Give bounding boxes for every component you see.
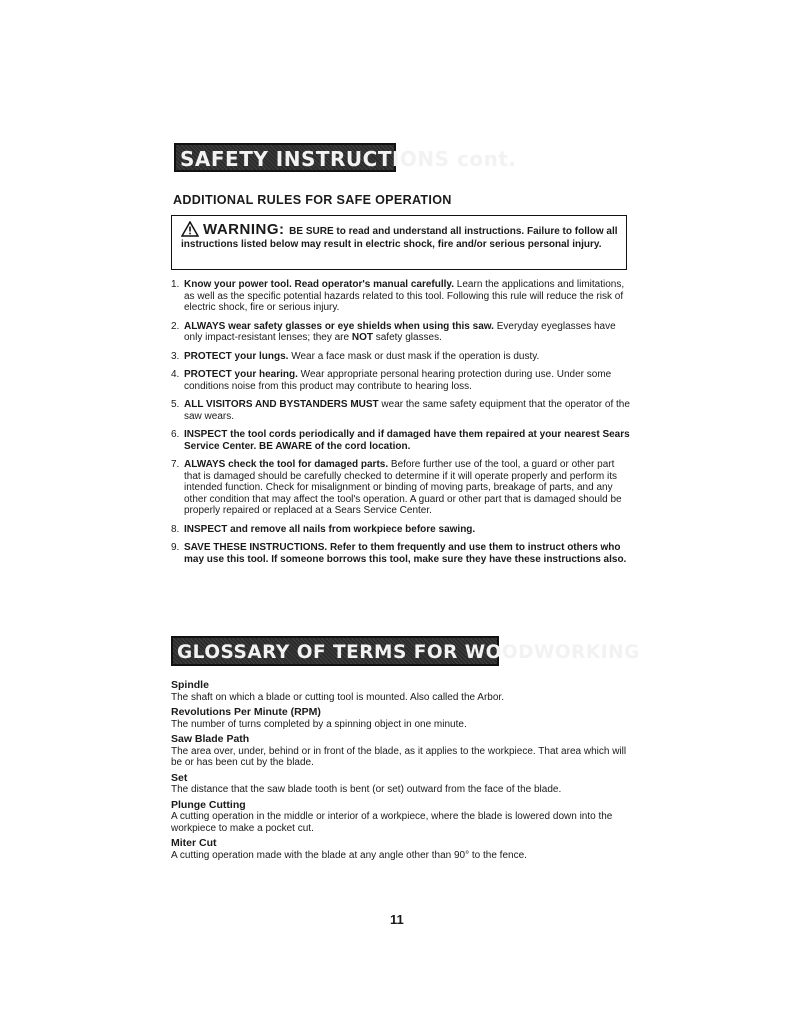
rule-text: Before further use of the tool, a guard or other part that is damaged should be carefully checked to determine if it will operate properly and perform its intended function. Check for misalignment or binding of moving parts, breakage of parts, and any other condition that may affect the tool's operation. A guard or other part that is damaged should be properly repaired or replaced at a Sears Service Center. bbox=[184, 459, 622, 516]
rule-number: 3. bbox=[171, 350, 180, 362]
rule-number: 5. bbox=[171, 399, 180, 410]
glossary-term: Plunge Cutting bbox=[171, 798, 246, 811]
rule-number: 7. bbox=[171, 459, 180, 470]
glossary-definition: The number of turns completed by a spinning object in one minute. bbox=[171, 718, 467, 730]
rule-emphasis: PROTECT your hearing. bbox=[184, 369, 298, 380]
rule-emphasis: PROTECT your lungs. bbox=[184, 350, 289, 362]
rule-text: safety glasses. bbox=[372, 332, 442, 343]
glossary-definition: The shaft on which a blade or cutting tool is mounted. Also called the Arbor. bbox=[171, 691, 504, 703]
warning-text: BE SURE to read and understand all instructions. Failure to follow all instructions listed below may result in electric shock, fire and/or serious personal injury. bbox=[181, 226, 618, 250]
safety-rules-list bbox=[171, 279, 633, 572]
rule-item bbox=[171, 369, 633, 392]
rule-item bbox=[171, 279, 633, 314]
rule-number: 1. bbox=[171, 279, 180, 290]
rule-item bbox=[171, 542, 633, 565]
rule-text: Everyday eyeglasses have only impact-resistant lenses; they are bbox=[184, 320, 616, 343]
rule-text: Wear a face mask or dust mask if the operation is dusty. bbox=[288, 350, 540, 362]
rule-emphasis: ALWAYS check the tool for damaged parts. bbox=[184, 459, 389, 470]
rule-emphasis: NOT bbox=[351, 332, 373, 343]
glossary-term: Set bbox=[171, 771, 188, 784]
warning-title bbox=[181, 221, 289, 238]
rule-item bbox=[171, 459, 633, 517]
glossary-definition: The distance that the saw blade tooth is bent (or set) outward from the face of the blade. bbox=[171, 784, 562, 795]
rule-item bbox=[171, 321, 633, 344]
rule-number: 6. bbox=[171, 429, 180, 440]
glossary-list bbox=[171, 680, 631, 861]
section-heading: ADDITIONAL RULES FOR SAFE OPERATION bbox=[173, 193, 452, 207]
rule-emphasis: ALL VISITORS AND BYSTANDERS MUST bbox=[184, 399, 379, 410]
rule-number: 4. bbox=[171, 369, 180, 380]
page-number: 11 bbox=[390, 912, 404, 927]
rule-number: 2. bbox=[171, 320, 180, 332]
rule-number: 8. bbox=[171, 523, 180, 535]
rule-emphasis: INSPECT the tool cords periodically and if damaged have them repaired at your nearest Sears Service Center. BE AWARE of the cord location. bbox=[184, 429, 630, 452]
glossary-term: Miter Cut bbox=[171, 837, 217, 849]
glossary-definition: A cutting operation in the middle or interior of a workpiece, where the blade is lowered down into the workpiece to make a pocket cut. bbox=[171, 811, 613, 834]
rule-emphasis: INSPECT and remove all nails from workpiece before sawing. bbox=[184, 523, 476, 535]
glossary-definition: A cutting operation made with the blade at any angle other than 90° to the fence. bbox=[171, 849, 527, 861]
rule-item bbox=[171, 524, 633, 536]
rule-emphasis: ALWAYS wear safety glasses or eye shields when using this saw. bbox=[184, 320, 494, 332]
rule-item bbox=[171, 351, 633, 363]
rule-emphasis: SAVE THESE INSTRUCTIONS. Refer to them frequently and use them to instruct others who may use this tool. If someone borrows this tool, make sure they have these instructions also. bbox=[184, 542, 627, 565]
rule-text: wear the same safety equipment that the operator of the saw wears. bbox=[184, 399, 630, 422]
glossary-term: Spindle bbox=[171, 679, 209, 691]
rule-text: Learn the applications and limitations, as well as the specific potential hazards related to this tool. Following this rule will reduce the risk of electric shock, fire or serious injury. bbox=[184, 279, 625, 313]
rule-item bbox=[171, 429, 633, 452]
glossary-term: Saw Blade Path bbox=[171, 733, 250, 745]
glossary-definition: The area over, under, behind or in front of the blade, as it applies to the workpiece. That area which will be or has been cut by the blade. bbox=[171, 745, 627, 768]
rule-emphasis: Know your power tool. Read operator's manual carefully. bbox=[184, 279, 455, 290]
warning-title-text: WARNING: bbox=[203, 221, 285, 238]
rule-item bbox=[171, 399, 633, 422]
safety-instructions-banner: SAFETY INSTRUCTIONS cont. bbox=[174, 143, 396, 172]
glossary-term: Revolutions Per Minute (RPM) bbox=[171, 706, 321, 718]
glossary-banner: GLOSSARY OF TERMS FOR WOODWORKING bbox=[171, 636, 499, 666]
rule-number: 9. bbox=[171, 542, 180, 553]
warning-triangle-icon bbox=[181, 221, 199, 237]
warning-box bbox=[171, 215, 627, 270]
rule-text: Wear appropriate personal hearing protection during use. Under some conditions noise from this product may contribute to hearing loss. bbox=[184, 369, 612, 392]
